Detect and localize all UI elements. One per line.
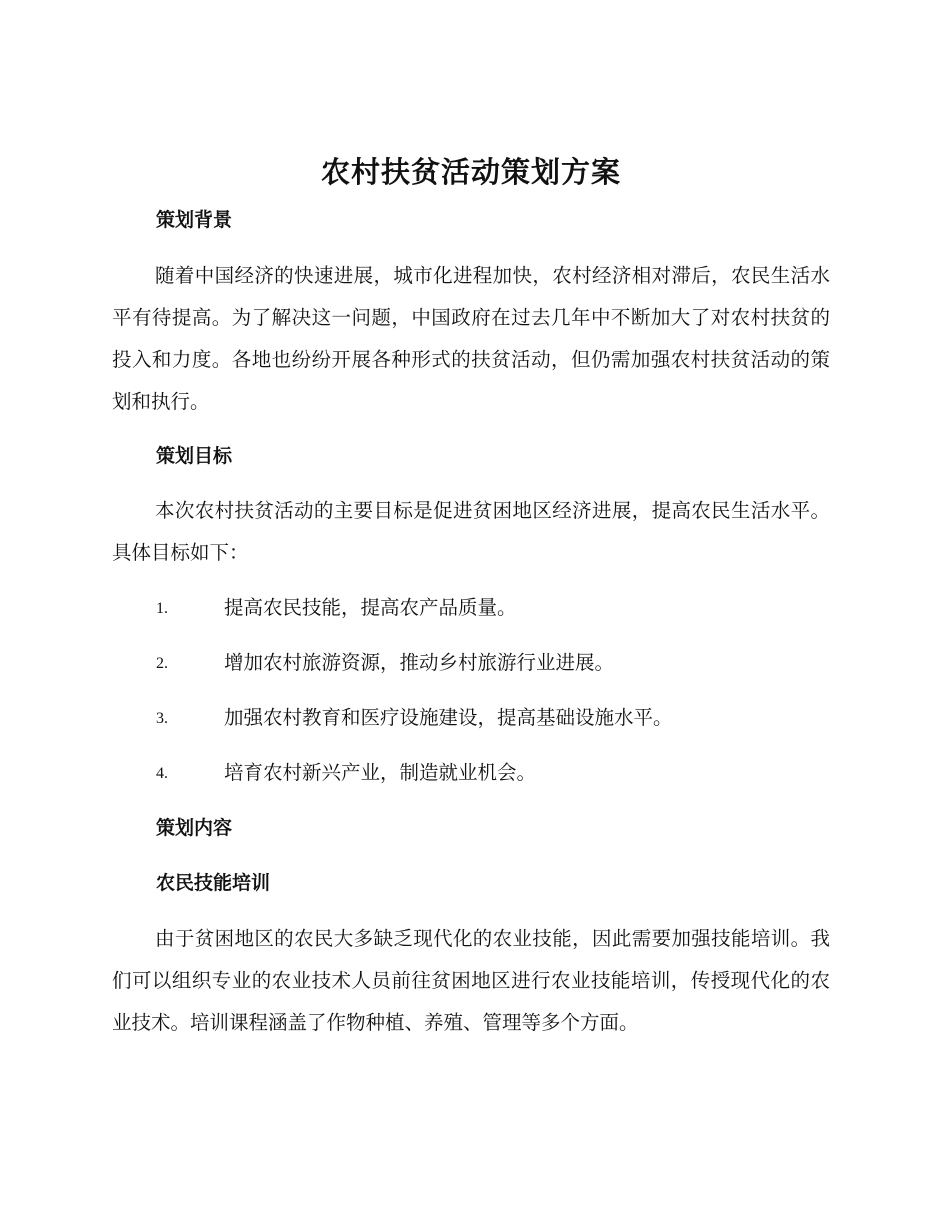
background-paragraph: 随着中国经济的快速进展，城市化进程加快，农村经济相对滞后，农民生活水平有待提高。为了解决这一问题，中国政府在过去几年中不断加大了对农村扶贫的投入和力度。各地也纷纷开展各种形式的扶贫活动，但仍需加强农村扶贫活动的策划和执行。	[112, 264, 830, 413]
goals-paragraph: 本次农村扶贫活动的主要目标是促进贫困地区经济进展，提高农民生活水平。具体目标如下：	[112, 499, 830, 564]
goal-list-number: 1.	[156, 600, 168, 617]
goal-list-text: 提高农民技能，提高农产品质量。	[224, 596, 517, 619]
goal-list-number: 3.	[156, 710, 168, 727]
goal-list-text: 加强农村教育和医疗设施建设，提高基础设施水平。	[224, 706, 673, 729]
section-heading-training: 农民技能培训	[156, 872, 271, 894]
document-title: 农村扶贫活动策划方案	[320, 155, 621, 189]
training-paragraph: 由于贫困地区的农民大多缺乏现代化的农业技能，因此需要加强技能培训。我们可以组织专业的农业技术人员前往贫困地区进行农业技能培训，传授现代化的农业技术。培训课程涵盖了作物种植、养殖、管理等多个方面。	[112, 927, 830, 1034]
goal-list-number: 4.	[156, 765, 168, 782]
section-heading-background: 策划背景	[156, 209, 233, 231]
section-heading-goals: 策划目标	[156, 445, 233, 467]
section-heading-content: 策划内容	[156, 817, 233, 839]
goal-list-number: 2.	[156, 655, 168, 672]
goal-list-text: 增加农村旅游资源，推动乡村旅游行业进展。	[224, 651, 615, 674]
goal-list-text: 培育农村新兴产业，制造就业机会。	[224, 761, 537, 784]
